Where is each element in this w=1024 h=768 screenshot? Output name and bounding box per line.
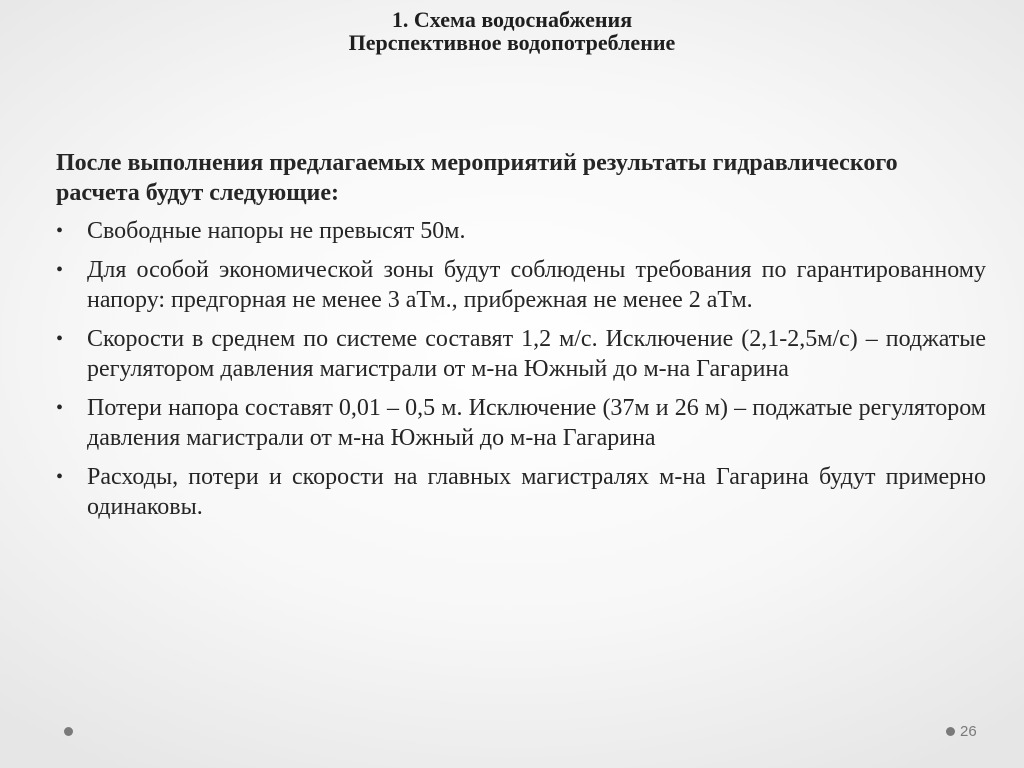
bullet-icon: • [56,328,64,350]
bullet-item [56,393,986,453]
bullet-item [56,216,986,246]
bullet-text: Расходы, потери и скорости на главных магистралях м-на Гагарина будут примерно одинаковы. [87,464,986,520]
bullet-icon: • [56,466,64,488]
bullet-icon: • [56,259,64,281]
bullet-list [56,216,986,522]
bullet-text: Для особой экономической зоны будут соблюдены требования по гарантированному напору: предгорная не менее 3 аТм., прибрежная не менее 2 аТм. [87,257,986,313]
decorative-dot-icon [64,727,73,736]
bullet-icon: • [56,220,64,242]
bullet-text: Свободные напоры не превысят 50м. [87,218,466,244]
intro-text: После выполнения предлагаемых мероприятий результаты гидравлического расчета будут следующие: [56,150,898,206]
bullet-item [56,324,986,384]
bullet-text: Потери напора составят 0,01 – 0,5 м. Исключение (37м и 26 м) – поджатые регулятором давления магистрали от м-на Южный до м-на Гагарина [87,395,986,451]
page-number: 26 [960,723,977,740]
bullet-icon: • [56,397,64,419]
bullet-item [56,462,986,522]
slide-title-line-1: 1. Схема водоснабжения [391,7,633,32]
bullet-item [56,255,986,315]
slide-title [0,8,1024,54]
slide-title-line-2: Перспективное водопотребление [348,30,676,55]
slide-body [56,148,986,531]
bullet-text: Скорости в среднем по системе составят 1,2 м/с. Исключение (2,1-2,5м/с) – поджатые регулятором давления магистрали от м-на Южный до м-на Гагарина [87,326,986,382]
decorative-dot-icon [946,727,955,736]
